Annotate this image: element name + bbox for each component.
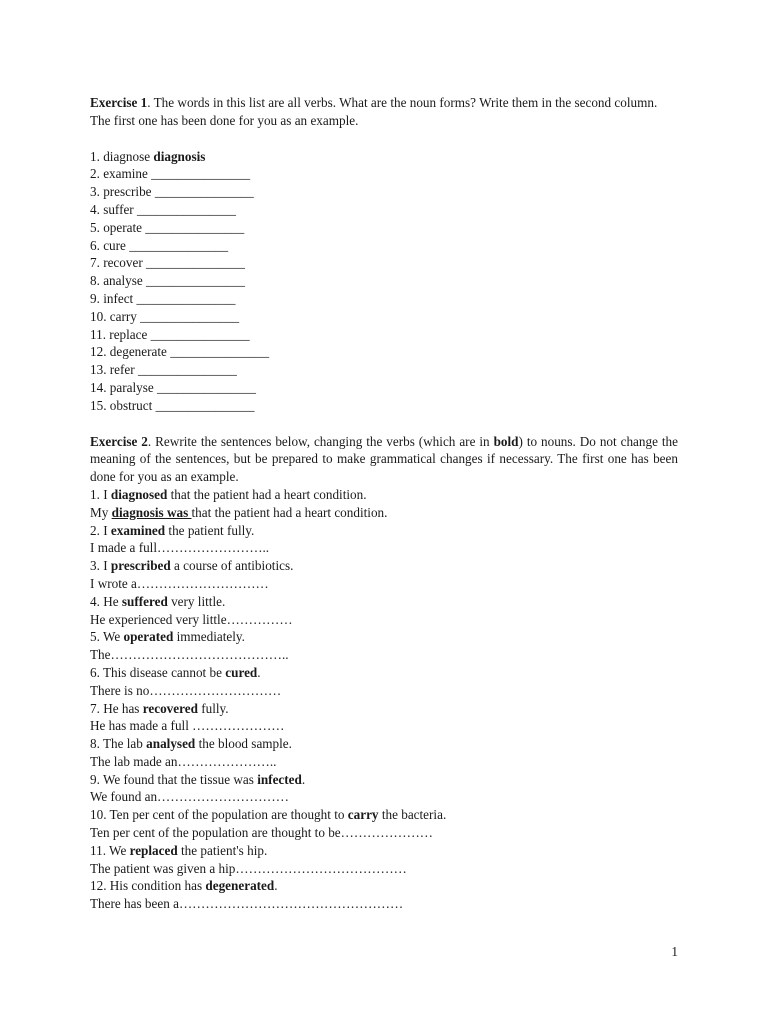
prompt-verb: degenerated — [205, 878, 275, 894]
prompt-text: 12. His condition has — [90, 878, 206, 894]
sentence-answer[interactable] — [90, 860, 678, 878]
sentence-answer[interactable] — [90, 611, 678, 629]
item-blank[interactable]: _______________ — [137, 201, 236, 217]
list-item — [90, 183, 678, 201]
sentence-answer[interactable] — [90, 717, 678, 735]
prompt-verb: recovered — [142, 700, 198, 716]
prompt-text-end: the patient fully. — [165, 522, 255, 538]
item-verb: analyse — [103, 273, 143, 289]
prompt-text-end: the blood sample. — [195, 736, 292, 752]
item-verb: degenerate — [109, 344, 167, 360]
item-verb: replace — [109, 326, 148, 342]
item-blank[interactable]: _______________ — [129, 237, 229, 253]
sentence-answer[interactable] — [90, 575, 678, 593]
item-blank[interactable]: _______________ — [137, 362, 237, 378]
sentence-prompt — [90, 557, 678, 575]
answer-blank[interactable]: Ten per cent of the population are thought to be………………… — [90, 825, 433, 841]
item-number: 8. — [90, 273, 100, 289]
sentence-prompt — [90, 877, 678, 895]
prompt-verb: carry — [347, 807, 379, 823]
document-page — [90, 94, 678, 913]
list-item — [90, 326, 678, 344]
prompt-text: 5. We — [90, 629, 124, 645]
item-verb: diagnose — [103, 148, 151, 164]
prompt-text-end: that the patient had a heart condition. — [167, 486, 367, 502]
item-number: 11. — [90, 326, 106, 342]
prompt-text: 4. He — [90, 593, 122, 609]
item-number: 15. — [90, 397, 107, 413]
item-verb: paralyse — [109, 379, 154, 395]
answer-blank[interactable]: We found an………………………… — [90, 789, 289, 805]
list-item — [90, 201, 678, 219]
prompt-text: 1. I — [90, 486, 111, 502]
exercise-1-list — [90, 148, 678, 415]
item-blank[interactable]: _______________ — [146, 273, 245, 289]
sentence-prompt — [90, 593, 678, 611]
sentence-answer[interactable] — [90, 646, 678, 664]
prompt-text: 11. We — [90, 842, 130, 858]
item-blank[interactable]: _______________ — [140, 308, 240, 324]
list-item — [90, 165, 678, 183]
prompt-verb: operated — [123, 629, 174, 645]
item-number: 14. — [90, 379, 107, 395]
item-verb: refer — [109, 362, 135, 378]
sentence-prompt — [90, 735, 678, 753]
item-blank[interactable]: _______________ — [136, 290, 236, 306]
item-number: 3. — [90, 184, 100, 200]
exercise-2-instruction-text: . Rewrite the sentences below, changing the verbs (which are in — [147, 433, 494, 449]
sentence-answer[interactable] — [90, 824, 678, 842]
sentence-answer[interactable] — [90, 539, 678, 557]
item-number: 4. — [90, 201, 100, 217]
sentence-prompt — [90, 806, 678, 824]
sentence-prompt — [90, 522, 678, 540]
sentence-answer[interactable] — [90, 788, 678, 806]
prompt-text: 3. I — [90, 558, 111, 574]
sentence-answer[interactable] — [90, 753, 678, 771]
prompt-text-end: fully. — [197, 700, 229, 716]
item-number: 12. — [90, 344, 107, 360]
spacer — [90, 130, 678, 148]
prompt-text-end: very little. — [167, 593, 226, 609]
list-item — [90, 290, 678, 308]
prompt-text-end: the patient's hip. — [177, 842, 268, 858]
sentence-prompt — [90, 486, 678, 504]
prompt-verb: examined — [110, 522, 166, 538]
answer-blank[interactable]: He experienced very little…………… — [90, 611, 293, 627]
item-answer: diagnosis — [153, 148, 206, 164]
item-verb: carry — [109, 308, 137, 324]
item-number: 7. — [90, 255, 100, 271]
sentence-prompt — [90, 700, 678, 718]
exercise-2-heading: Exercise 2 — [90, 433, 148, 449]
list-item — [90, 397, 678, 415]
list-item — [90, 361, 678, 379]
answer-blank[interactable]: I made a full…………………….. — [90, 540, 270, 556]
prompt-text-end: the bacteria. — [378, 807, 447, 823]
prompt-verb: diagnosed — [110, 486, 168, 502]
answer-noun: diagnosis was — [111, 504, 192, 520]
item-blank[interactable]: _______________ — [145, 219, 245, 235]
prompt-text-end: . — [301, 771, 306, 787]
prompt-verb: prescribed — [110, 558, 171, 574]
page-number: 1 — [671, 944, 678, 959]
answer-blank[interactable]: He has made a full ………………… — [90, 718, 285, 734]
answer-blank[interactable]: There is no………………………… — [90, 682, 282, 698]
sentence-answer — [90, 504, 678, 522]
prompt-verb: suffered — [121, 593, 168, 609]
exercise-1-instruction-text: . The words in this list are all verbs. What are the noun forms? Write them in the second column. The first one has been done for you as an example. — [90, 95, 658, 128]
item-verb: prescribe — [103, 184, 152, 200]
prompt-text: 6. This disease cannot be — [90, 664, 226, 680]
exercise-2-instruction-text-continued: ) to nouns. Do not change the meaning of the sentences, but be prepared to make grammatical changes if necessary. The first one has been done for you as an example. — [90, 433, 678, 485]
item-blank[interactable]: _______________ — [150, 326, 250, 342]
sentence-prompt — [90, 628, 678, 646]
item-number: 5. — [90, 219, 100, 235]
list-item — [90, 254, 678, 272]
item-number: 6. — [90, 237, 100, 253]
item-verb: examine — [103, 166, 148, 182]
list-item — [90, 237, 678, 255]
bold-keyword: bold — [493, 433, 519, 449]
item-blank[interactable]: _______________ — [154, 184, 254, 200]
item-number: 9. — [90, 290, 100, 306]
list-item — [90, 219, 678, 237]
sentence-prompt — [90, 842, 678, 860]
item-verb: recover — [103, 255, 143, 271]
list-item — [90, 272, 678, 290]
exercise-2-instructions — [90, 433, 678, 486]
answer-text-end: that the patient had a heart condition. — [191, 504, 388, 520]
sentence-answer[interactable] — [90, 895, 678, 913]
answer-blank[interactable]: There has been a…………………………………………… — [90, 896, 404, 912]
answer-blank[interactable]: The………………………………….. — [90, 647, 289, 663]
sentence-prompt — [90, 771, 678, 789]
prompt-text-end: a course of antibiotics. — [170, 558, 294, 574]
exercise-2-list — [90, 486, 678, 913]
item-verb: operate — [103, 219, 142, 235]
prompt-text: 9. We found that the tissue was — [90, 771, 258, 787]
item-blank[interactable]: _______________ — [157, 379, 256, 395]
item-verb: infect — [103, 290, 134, 306]
prompt-verb: replaced — [129, 842, 178, 858]
item-number: 13. — [90, 362, 107, 378]
prompt-text-end: immediately. — [173, 629, 245, 645]
prompt-text: 7. He has — [90, 700, 143, 716]
prompt-verb: analysed — [146, 736, 196, 752]
item-number: 10. — [90, 308, 107, 324]
list-item — [90, 148, 678, 166]
list-item — [90, 343, 678, 361]
item-blank[interactable]: _______________ — [170, 344, 270, 360]
item-number: 2. — [90, 166, 100, 182]
prompt-text-end: . — [257, 664, 261, 680]
answer-text: My — [90, 504, 112, 520]
item-verb: obstruct — [109, 397, 153, 413]
answer-blank[interactable]: The lab made an………………….. — [90, 753, 277, 769]
list-item — [90, 379, 678, 397]
prompt-verb: cured — [225, 664, 258, 680]
prompt-text: 8. The lab — [90, 736, 147, 752]
list-item — [90, 308, 678, 326]
prompt-text: 10. Ten per cent of the population are thought to — [90, 807, 348, 823]
item-blank[interactable]: _______________ — [146, 255, 245, 271]
item-verb: cure — [103, 237, 126, 253]
item-verb: suffer — [103, 201, 134, 217]
exercise-1-heading: Exercise 1 — [90, 95, 148, 110]
sentence-prompt — [90, 664, 678, 682]
item-blank[interactable]: _______________ — [151, 166, 251, 182]
prompt-text-end: . — [274, 878, 278, 894]
spacer — [90, 415, 678, 433]
item-number: 1. — [90, 148, 100, 164]
answer-blank[interactable]: I wrote a………………………… — [90, 575, 269, 591]
answer-blank[interactable]: The patient was given a hip………………………………… — [90, 860, 407, 876]
prompt-text: 2. I — [90, 522, 111, 538]
prompt-verb: infected — [257, 771, 302, 787]
sentence-answer[interactable] — [90, 682, 678, 700]
exercise-1-instructions — [90, 94, 678, 130]
item-blank[interactable]: _______________ — [155, 397, 255, 413]
